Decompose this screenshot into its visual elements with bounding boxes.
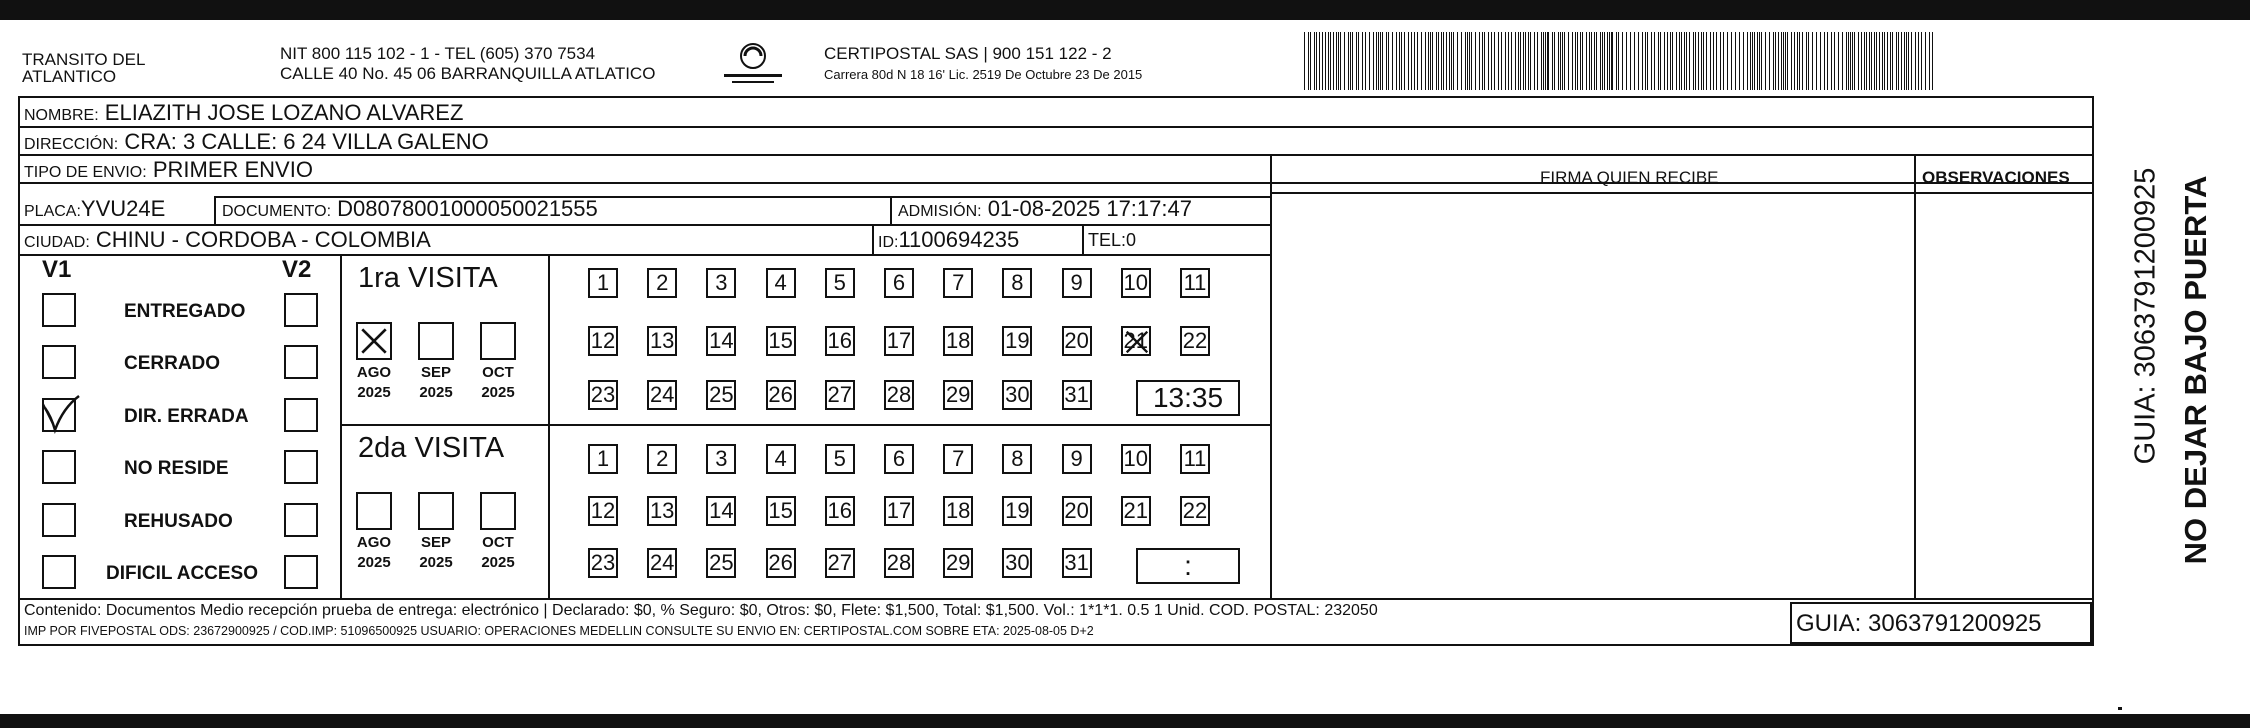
visit2-month-label-3: OCT: [482, 534, 514, 551]
v2-checkbox-4[interactable]: [284, 450, 318, 484]
sender-name-line2: ATLANTICO: [22, 67, 117, 86]
v2-checkbox-3[interactable]: [284, 398, 318, 432]
visit1-day-15[interactable]: 15: [766, 326, 796, 356]
visit1-day-7[interactable]: 7: [943, 268, 973, 298]
visit2-day-12[interactable]: 12: [588, 496, 618, 526]
visit2-day-21[interactable]: 21: [1121, 496, 1151, 526]
address-label: DIRECCIÓN:: [24, 136, 119, 153]
visit2-year-label-1: 2025: [357, 554, 391, 571]
visit1-title: 1ra VISITA: [358, 262, 498, 294]
visit1-time-box[interactable]: 13:35: [1136, 380, 1240, 416]
id-label: ID:: [878, 234, 899, 251]
v2-label: V2: [282, 256, 312, 283]
visit2-day-27[interactable]: 27: [825, 548, 855, 578]
visit2-month-label-2: SEP: [420, 534, 451, 551]
visit2-day-11[interactable]: 11: [1180, 444, 1210, 474]
visit2-day-5[interactable]: 5: [825, 444, 855, 474]
visit1-year-label-3: 2025: [481, 384, 515, 401]
visit1-day-28[interactable]: 28: [884, 380, 914, 410]
visit2-day-26[interactable]: 26: [766, 548, 796, 578]
v1-label: V1: [42, 256, 72, 283]
visit1-month-label-3: OCT: [482, 364, 514, 381]
bottom-black-edge: [0, 714, 2250, 728]
barcode: [1304, 32, 1940, 90]
visit1-day-6[interactable]: 6: [884, 268, 914, 298]
visit2-month-checkbox-1[interactable]: [356, 492, 392, 530]
v2-checkbox-1[interactable]: [284, 293, 318, 327]
tel-label: TEL:: [1088, 230, 1127, 250]
visit1-day-31[interactable]: 31: [1062, 380, 1092, 410]
visit2-day-4[interactable]: 4: [766, 444, 796, 474]
visit2-day-9[interactable]: 9: [1062, 444, 1092, 474]
visit2-day-10[interactable]: 10: [1121, 444, 1151, 474]
visit1-day-14[interactable]: 14: [706, 326, 736, 356]
city-value: CHINU - CORDOBA - COLOMBIA: [95, 227, 431, 252]
visit1-day-21[interactable]: 21: [1121, 326, 1151, 356]
imp-line: IMP POR FIVEPOSTAL ODS: 23672900925 / COD.IMP: 51096500925 USUARIO: OPERACIONES MEDELLIN CONSULTE SU ENVIO EN: CERTIPOSTAL.COM SOBRE ETA: 2025-08-05 D+2: [24, 624, 1094, 638]
observations-header: OBSERVACIONES: [1922, 168, 2070, 187]
visit1-day-24[interactable]: 24: [647, 380, 677, 410]
recipient-name: ELIAZITH JOSE LOZANO ALVAREZ: [104, 100, 464, 125]
status-label-6: DIFICIL ACCESO: [106, 563, 259, 584]
visit1-day-23[interactable]: 23: [588, 380, 618, 410]
plate-value: YVU24E: [80, 196, 166, 221]
visit2-day-19[interactable]: 19: [1002, 496, 1032, 526]
visit1-day-1[interactable]: 1: [588, 268, 618, 298]
visit2-day-14[interactable]: 14: [706, 496, 736, 526]
v1-checkbox-5[interactable]: [42, 503, 76, 537]
document-label: DOCUMENTO:: [222, 203, 332, 220]
visit2-day-30[interactable]: 30: [1002, 548, 1032, 578]
visit2-day-20[interactable]: 20: [1062, 496, 1092, 526]
v2-checkbox-2[interactable]: [284, 345, 318, 379]
no-dejar-warning: NO DEJAR BAJO PUERTA: [2178, 175, 2213, 565]
visit1-day-12[interactable]: 12: [588, 326, 618, 356]
visit2-day-28[interactable]: 28: [884, 548, 914, 578]
visit1-day-20[interactable]: 20: [1062, 326, 1092, 356]
visit1-month-checkbox-3[interactable]: [480, 322, 516, 360]
visit2-month-checkbox-3[interactable]: [480, 492, 516, 530]
name-label: NOMBRE:: [24, 107, 99, 124]
shipment-type: PRIMER ENVIO: [152, 157, 313, 182]
visit1-day-17[interactable]: 17: [884, 326, 914, 356]
visit2-day-25[interactable]: 25: [706, 548, 736, 578]
certipostal-logo: [718, 40, 788, 88]
visit2-day-16[interactable]: 16: [825, 496, 855, 526]
v1-checkbox-6[interactable]: [42, 555, 76, 589]
v1-checkbox-2[interactable]: [42, 345, 76, 379]
visit1-day-27[interactable]: 27: [825, 380, 855, 410]
form-frame: [18, 96, 2094, 646]
visit2-day-23[interactable]: 23: [588, 548, 618, 578]
visit1-year-label-2: 2025: [419, 384, 453, 401]
visit1-day-18[interactable]: 18: [943, 326, 973, 356]
visit2-day-13[interactable]: 13: [647, 496, 677, 526]
visit1-day-26[interactable]: 26: [766, 380, 796, 410]
tel-value: 0: [1126, 230, 1137, 250]
visit1-day-13[interactable]: 13: [647, 326, 677, 356]
visit1-day-4[interactable]: 4: [766, 268, 796, 298]
id-value: 1100694235: [898, 227, 1020, 252]
visit2-day-18[interactable]: 18: [943, 496, 973, 526]
status-label-1: ENTREGADO: [124, 301, 246, 322]
admission-label: ADMISIÓN:: [898, 203, 982, 220]
v2-checkbox-6[interactable]: [284, 555, 318, 589]
visit2-month-checkbox-2[interactable]: [418, 492, 454, 530]
visit1-day-2[interactable]: 2: [647, 268, 677, 298]
company-nit: CERTIPOSTAL SAS | 900 151 122 - 2: [824, 44, 1112, 63]
v1-checkbox-1[interactable]: [42, 293, 76, 327]
status-label-3: DIR. ERRADA: [124, 406, 249, 427]
visit1-day-29[interactable]: 29: [943, 380, 973, 410]
visit2-day-2[interactable]: 2: [647, 444, 677, 474]
visit2-day-31[interactable]: 31: [1062, 548, 1092, 578]
visit2-day-6[interactable]: 6: [884, 444, 914, 474]
type-label: TIPO DE ENVIO:: [24, 164, 147, 181]
visit1-day-10[interactable]: 10: [1121, 268, 1151, 298]
visit2-day-1[interactable]: 1: [588, 444, 618, 474]
plate-label: PLACA:: [24, 203, 81, 220]
city-label: CIUDAD:: [24, 234, 90, 251]
status-label-2: CERRADO: [124, 353, 221, 374]
visit1-day-30[interactable]: 30: [1002, 380, 1032, 410]
status-label-4: NO RESIDE: [124, 458, 229, 479]
visit1-day-9[interactable]: 9: [1062, 268, 1092, 298]
visit1-day-22[interactable]: 22: [1180, 326, 1210, 356]
visit2-year-label-2: 2025: [419, 554, 453, 571]
visit1-month-checkbox-1[interactable]: [356, 322, 392, 360]
visit1-day-8[interactable]: 8: [1002, 268, 1032, 298]
sender-address: CALLE 40 No. 45 06 BARRANQUILLA ATLATICO: [280, 64, 656, 83]
visit1-day-19[interactable]: 19: [1002, 326, 1032, 356]
visit1-month-checkbox-2[interactable]: [418, 322, 454, 360]
speck: [2118, 707, 2122, 710]
visit2-day-22[interactable]: 22: [1180, 496, 1210, 526]
visit2-year-label-3: 2025: [481, 554, 515, 571]
company-license: Carrera 80d N 18 16' Lic. 2519 De Octubre 23 De 2015: [824, 67, 1143, 82]
visit2-title: 2da VISITA: [358, 432, 505, 464]
signature-header: FIRMA QUIEN RECIBE: [1540, 168, 1719, 187]
guia-box-text: GUIA: 3063791200925: [1796, 610, 2042, 637]
side-guia: GUIA: 3063791200925: [2129, 167, 2162, 465]
v1-checkbox-3[interactable]: [42, 398, 76, 432]
v1-checkbox-4[interactable]: [42, 450, 76, 484]
visit2-day-17[interactable]: 17: [884, 496, 914, 526]
sender-nit: NIT 800 115 102 - 1 - TEL (605) 370 7534: [280, 44, 596, 63]
sender-name-line1: TRANSITO DEL: [22, 50, 146, 69]
v2-checkbox-5[interactable]: [284, 503, 318, 537]
visit1-day-3[interactable]: 3: [706, 268, 736, 298]
visit1-day-25[interactable]: 25: [706, 380, 736, 410]
content-line: Contenido: Documentos Medio recepción prueba de entrega: electrónico | Declarado: $0, % Seguro: $0, Otros: $0, Flete: $1,500, Total: $1,500. Vol.: 1*1*1. 0.5 1 Unid. COD. POSTAL: 232050: [24, 602, 1378, 619]
document-value: D08078001000050021555: [337, 196, 598, 221]
recipient-address: CRA: 3 CALLE: 6 24 VILLA GALENO: [124, 129, 489, 154]
visit1-month-label-1: AGO: [356, 364, 392, 381]
visit2-day-8[interactable]: 8: [1002, 444, 1032, 474]
status-label-5: REHUSADO: [124, 511, 233, 532]
visit1-day-16[interactable]: 16: [825, 326, 855, 356]
visit1-month-label-2: SEP: [420, 364, 451, 381]
visit2-day-24[interactable]: 24: [647, 548, 677, 578]
visit2-day-7[interactable]: 7: [943, 444, 973, 474]
visit2-month-label-1: AGO: [356, 534, 392, 551]
top-black-edge: [0, 0, 2250, 20]
visit1-day-11[interactable]: 11: [1180, 268, 1210, 298]
visit1-year-label-1: 2025: [357, 384, 391, 401]
admission-value: 01-08-2025 17:17:47: [987, 196, 1192, 221]
visit2-time-box[interactable]: :: [1136, 548, 1240, 584]
visit2-day-3[interactable]: 3: [706, 444, 736, 474]
visit2-day-29[interactable]: 29: [943, 548, 973, 578]
visit1-day-5[interactable]: 5: [825, 268, 855, 298]
visit2-day-15[interactable]: 15: [766, 496, 796, 526]
